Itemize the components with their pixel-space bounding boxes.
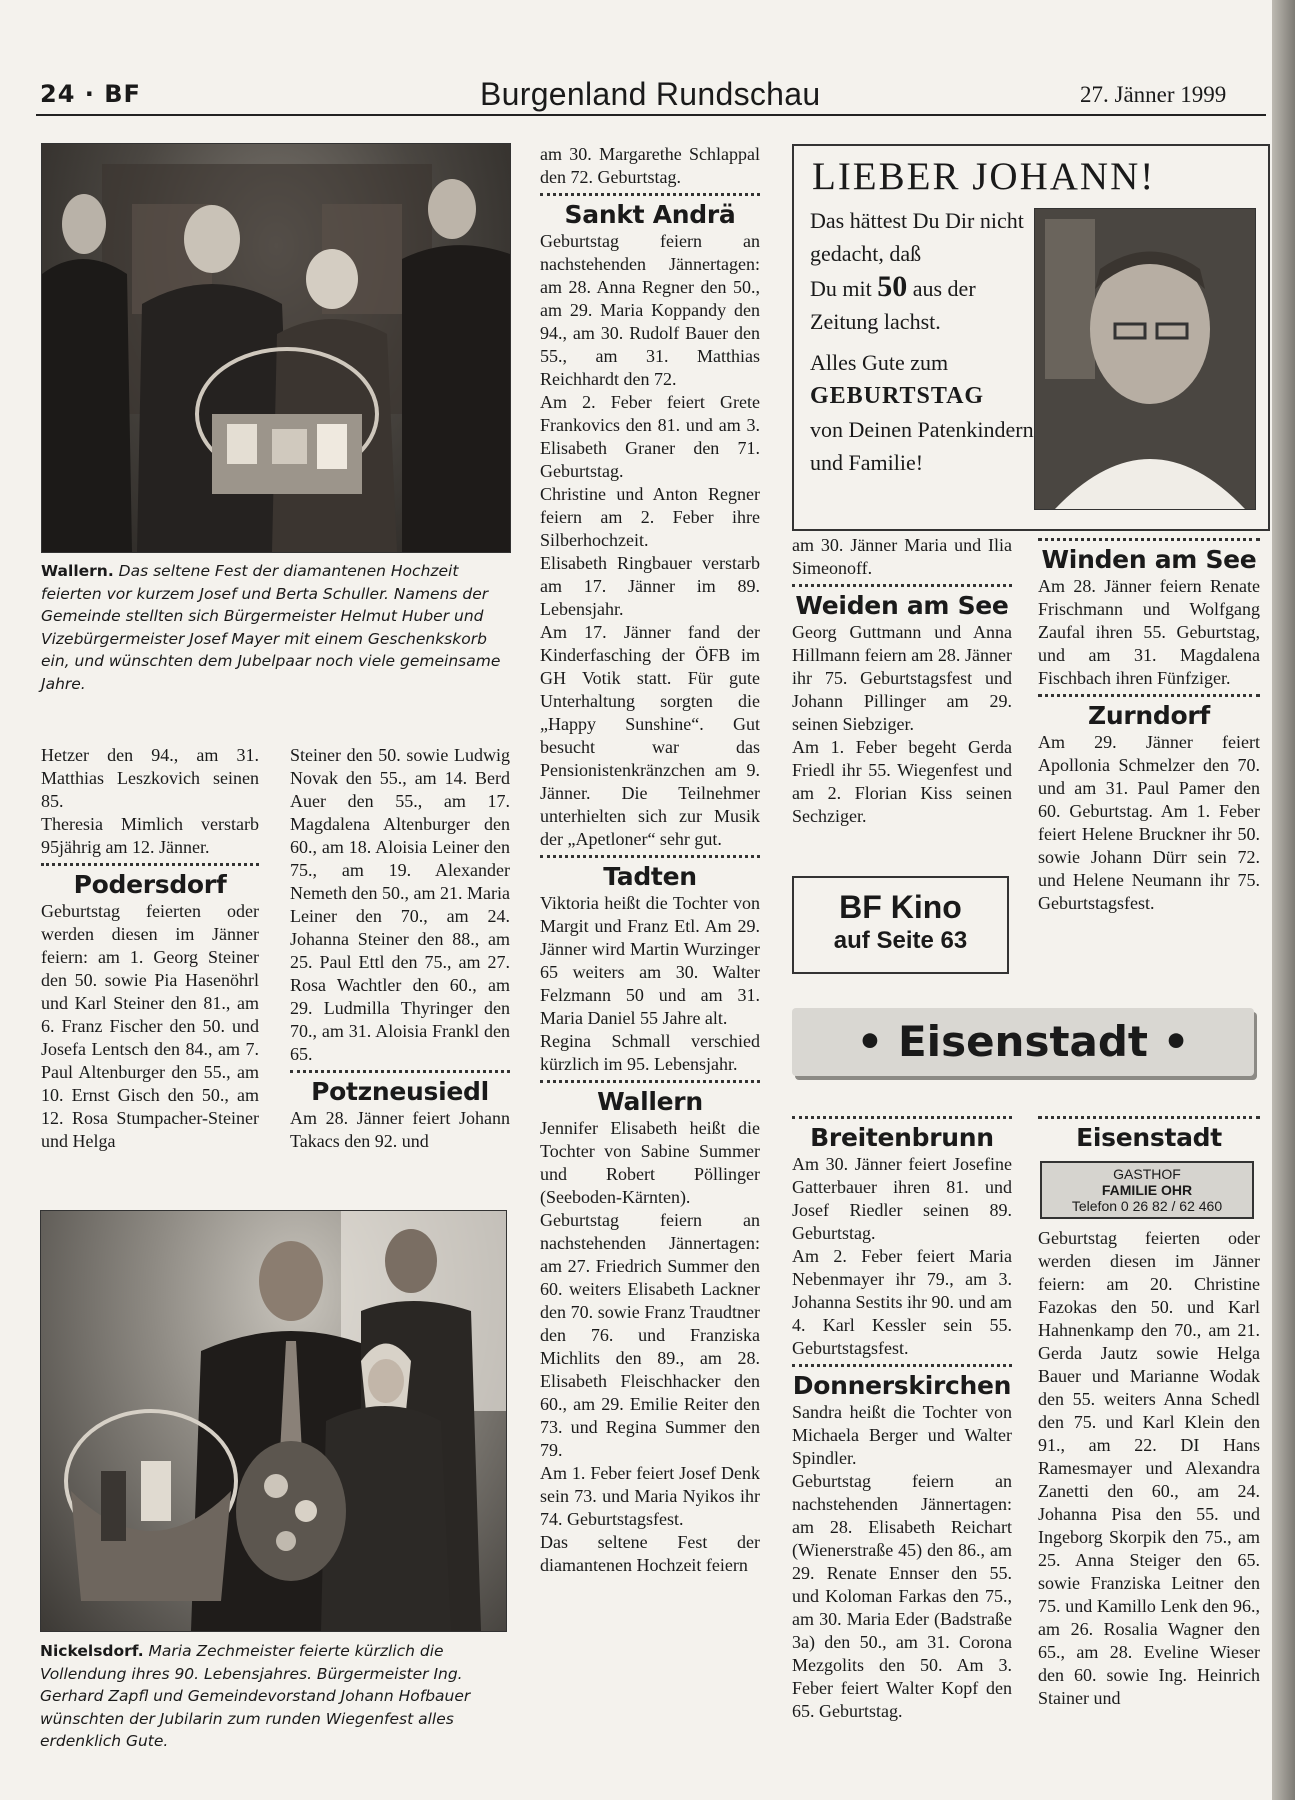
dotted-separator (540, 855, 760, 858)
dotted-separator (1038, 538, 1260, 541)
paragraph: Am 2. Feber feiert Maria Nebenmayer ihr 79., am 3. Johanna Sestits ihr 90. und am 4. Karl Kessler sein 55. Geburtstagsfest. (792, 1246, 1012, 1358)
wallern-photo-caption (41, 560, 509, 695)
section-heading-weiden: Weiden am See (795, 591, 1009, 620)
ad-line: Das hättest Du Dir nicht gedacht, daß (810, 208, 1024, 266)
column-4 (792, 534, 1012, 828)
paragraph: Das seltene Fest der diamantenen Hochzeit feiern (540, 1532, 760, 1575)
column-2 (290, 744, 510, 1153)
column-3 (540, 143, 760, 1577)
dotted-separator (792, 1116, 1012, 1119)
ad-line: Du mit (810, 276, 872, 301)
eisenstadt-section-banner: • Eisenstadt • (792, 1008, 1254, 1076)
paragraph: Geburtstag feiern an nachstehenden Jännertagen: am 28. Elisabeth Reichart (Wienerstraße 45) den 86., am 29. Renate Ennser den 55. und Koloman Farkas den 75., am 30. Maria Eder (Badstraße 3a) den 50., am 31. Corona Mezgolits den 50. Am 3. Feber feiert Walter Kopf den 65. Geburtstag. (792, 1471, 1012, 1721)
section-heading-sankt-andrae: Sankt Andrä (564, 200, 736, 229)
caption-text: Maria Zechmeister feierte kürzlich die Vollendung ihres 90. Lebensjahres. Bürgermeister Ing. Gerhard Zapfl und Gemeindevorstand Johann Hofbauer wünschten der Jubilarin zum runden Wiegenfest alles erdenklich Gute. (40, 1642, 471, 1750)
dotted-separator (290, 1070, 510, 1073)
paragraph: Am 29. Jänner feiert Apollonia Schmelzer den 70. und am 31. Paul Pamer den 60. Geburtstag. Am 1. Feber feiert Helene Bruckner ihr 50. sowie Johann Dürr sein 72. und Helene Neumann ihr 75. Geburtstagsfest. (1038, 732, 1260, 913)
paragraph: Am 2. Feber feiert Grete Frankovics den 81. und am 3. Elisabeth Graner den 71. Geburtstag. (540, 392, 760, 481)
dotted-separator (41, 863, 259, 866)
birthday-ad-johann (792, 144, 1270, 531)
nickelsdorf-photo (40, 1210, 507, 1632)
gasthof-line: GASTHOF (1113, 1166, 1181, 1182)
caption-place: Wallern. (41, 562, 114, 580)
page-number-label: 24 · BF (40, 80, 141, 108)
column-5 (1038, 534, 1260, 915)
page-binding-edge (1272, 0, 1295, 1800)
paragraph: Viktoria heißt die Tochter von Margit und Franz Etl. Am 29. Jänner wird Martin Wurzinger 65 weiters am 30. Walter Felzmann 50 und am 31. Maria Daniel 55 Jahre alt. (540, 893, 760, 1028)
dotted-separator (1038, 694, 1260, 697)
section-heading-zurndorf: Zurndorf (1088, 701, 1210, 730)
dotted-separator (540, 1080, 760, 1083)
paragraph: Geburtstag feiern an nachstehenden Jännertagen: am 28. Anna Regner den 50., am 29. Maria Koppandy den 94., am 30. Rudolf Bauer den 55., am 31. Matthias Reichhardt den 72. (540, 231, 760, 389)
section-heading-eisenstadt: Eisenstadt (1076, 1123, 1222, 1152)
ad-line: aus der Zeitung lachst. (810, 276, 976, 334)
paragraph: Hetzer den 94., am 31. Matthias Leszkovich seinen 85. (41, 745, 259, 811)
ad-line: von Deinen Patenkindern und Familie! (810, 417, 1034, 475)
section-heading-donnerskirchen: Donnerskirchen (792, 1371, 1012, 1400)
ad-line: Alles Gute zum (810, 350, 949, 375)
section-heading-wallern: Wallern (597, 1087, 703, 1116)
section-heading-breitenbrunn: Breitenbrunn (810, 1123, 994, 1152)
section-heading-tadten: Tadten (603, 862, 697, 891)
ad-text (810, 204, 1040, 479)
paragraph: Sandra heißt die Tochter von Michaela Berger und Walter Spindler. (792, 1402, 1012, 1468)
paragraph: Jennifer Elisabeth heißt die Tochter von Sabine Summer und Robert Pöllinger (Seeboden-Kärnten). (540, 1118, 760, 1207)
paragraph: Steiner den 50. sowie Ludwig Novak den 55., am 14. Berd Auer den 55., am 17. Magdalena Altenburger den 60., am 18. Aloisia Leiner den 75., am 19. Alexander Nemeth den 50., am 21. Maria Leiner den 70., am 24. Johanna Steiner den 88., am 25. Paul Ettl den 75., am 27. Rosa Wachtler den 60., am 29. Ludmilla Thyringer den 70., am 31. Aloisia Frankl den 65. (290, 745, 510, 1064)
paragraph: Geburtstag feierten oder werden diesen im Jänner feiern: am 20. Christine Fazokas den 50. und Karl Hahnenkamp den 70., am 21. Gerda Jautz sowie Helga Bauer und Marianne Wodak den 55. weiters Anna Schedl den 75. und Karl Klein den 91., am 22. DI Hans Ramesmayer und Alexandra Zanetti den 60., am 24. Johanna Pisa den 55. und Ingeborg Skorpik den 75., am 25. Anna Steiger den 65. sowie Franziska Leitner den 75. und Kamillo Lenk den 96., am 26. Rosalia Wagner den 65., am 28. Eveline Wieser den 60. sowie Ing. Heinrich Stainer und (1038, 1228, 1260, 1708)
dotted-separator (1038, 1116, 1260, 1119)
dotted-separator (540, 193, 760, 196)
paper-title: Burgenland Rundschau (480, 76, 821, 112)
gasthof-phone: Telefon 0 26 82 / 62 460 (1071, 1198, 1223, 1214)
paragraph: Theresia Mimlich verstarb 95jährig am 12. Jänner. (41, 814, 259, 857)
issue-date: 27. Jänner 1999 (1080, 82, 1227, 107)
nickelsdorf-photo-caption (40, 1640, 505, 1753)
gasthof-ad (1040, 1161, 1254, 1219)
gasthof-name: FAMILIE OHR (1101, 1182, 1193, 1198)
paragraph: Elisabeth Ringbauer verstarb am 17. Jänner im 89. Lebensjahr. (540, 553, 760, 619)
ad-title: LIEBER JOHANN! (812, 155, 1156, 198)
paragraph: Am 17. Jänner fand der Kinderfasching der ÖFB im GH Votik statt. Für gute Unterhaltung sorgten die „Happy Sunshine“. Gut besucht war das Pensionistenkränzchen am 9. Jänner. Die Teilnehmer unterhielten sich zur Musik der „Apetloner“ sehr gut. (540, 622, 760, 849)
paragraph: am 30. Jänner Maria und Ilia Simeonoff. (792, 535, 1012, 578)
dotted-separator (792, 1364, 1012, 1367)
paragraph: Am 1. Feber feiert Josef Denk sein 73. und Maria Nyikos ihr 74. Geburtstagsfest. (540, 1463, 760, 1529)
johann-portrait-photo (1034, 208, 1256, 510)
paragraph: Am 30. Jänner feiert Josefine Gatterbauer ihren 81. und Josef Riedler seinen 89. Geburtstag. (792, 1154, 1012, 1243)
ad-number: 50 (877, 270, 908, 303)
paragraph: Am 28. Jänner feiern Renate Frischmann und Wolfgang Zaufal ihren 55. Geburtstag, und am 31. Magdalena Fischbach ihren Fünfziger. (1038, 576, 1260, 688)
paragraph: Georg Guttmann und Anna Hillmann feiern am 28. Jänner ihr 75. Geburtstagsfest und Johann Pillinger am 29. seinen Siebziger. (792, 622, 1012, 734)
paragraph: Geburtstag feiern an nachstehenden Jännertagen: am 27. Friedrich Summer den 60. weiters Elisabeth Lackner den 70. sowie Franz Traudtner den 76. und Franziska Michlits den 89., am 28. Elisabeth Fleischhacker den 60., am 29. Emilie Reiter den 73. und Regina Summer den 79. (540, 1210, 760, 1460)
column-4-bottom (792, 1112, 1012, 1723)
paragraph: Am 1. Feber begeht Gerda Friedl ihr 55. Wiegenfest und am 2. Florian Kiss seinen Sechziger. (792, 737, 1012, 826)
caption-place: Nickelsdorf. (40, 1642, 144, 1660)
section-heading-potzneusiedl: Potzneusiedl (311, 1077, 489, 1106)
header-rule (36, 114, 1266, 116)
paragraph: Regina Schmall verschied kürzlich im 95. Lebensjahr. (540, 1031, 760, 1074)
section-heading-podersdorf: Podersdorf (73, 870, 227, 899)
section-heading-winden: Winden am See (1041, 545, 1257, 574)
caption-text: Das seltene Fest der diamantenen Hochzeit feierten vor kurzem Josef und Berta Schuller. Namens der Gemeinde stellten sich Bürgermeister Helmut Huber und Vizebürgermeister Josef Mayer mit einem Geschenkskorb ein, und wünschten dem Jubelpaar noch viele gemeinsame Jahre. (41, 562, 501, 693)
ad-line: GEBURTSTAG (810, 383, 985, 409)
column-1 (41, 744, 259, 1153)
column-5-bottom (1038, 1112, 1260, 1710)
kino-title: BF Kino (839, 889, 962, 925)
kino-subtitle: auf Seite 63 (833, 927, 968, 954)
paragraph: Am 28. Jänner feiert Johann Takacs den 92. und (290, 1108, 510, 1151)
paragraph: am 30. Margarethe Schlappal den 72. Geburtstag. (540, 144, 760, 187)
paragraph: Geburtstag feierten oder werden diesen im Jänner feiern: am 1. Georg Steiner den 50. sowie Pia Hasenöhrl und Karl Steiner den 81., am 6. Franz Fischer den 50. und Josefa Lentsch den 84., am 7. Paul Altenburger den 55., am 10. Ernst Gisch den 50., am 12. Rosa Stumpacher-Steiner und Helga (41, 901, 259, 1151)
wallern-photo (41, 143, 511, 553)
bf-kino-box (792, 876, 1009, 974)
dotted-separator (792, 584, 1012, 587)
paragraph: Christine und Anton Regner feiern am 2. Feber ihre Silberhochzeit. (540, 484, 760, 550)
